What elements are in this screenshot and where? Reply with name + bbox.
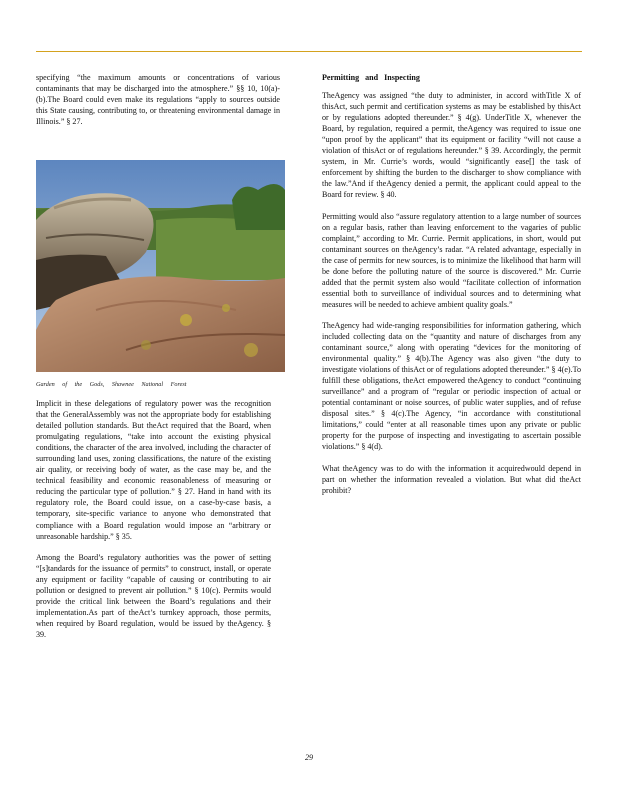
garden-of-the-gods-photo: [36, 160, 285, 372]
right-column: [322, 72, 581, 506]
page-number: 29: [305, 753, 313, 762]
paragraph: specifying “the maximum amounts or concentrations of various contaminants that may be discharged into the atmosphere.” §§ 10, 10(a)-(b).The Board could even make its regulations “apply to sources outside this State causing, contributing to, or threatening environmental damage in Illinois.” § 27.: [36, 73, 280, 127]
paragraph: TheAgency was assigned “the duty to administer, in accord withTitle X of thisAct, such permit and certification systems as may be established by thisAct or by regulations adopted thereunder.” § 4(g). UnderTitle X, whenever the Board, by regulation, required a permit, theAgency was required to issue one “upon proof by the applicant” that its equipment or facility “will not cause a violation of thisAct or of regulations hereunder.” § 39. Accordingly, the permit system, in Mr. Currie’s words, would “significantly ease[] the task of enforcement by shifting the burden to the discharger to show compliance with the law.”And if theAgency denied a permit, the applicant could appeal to the Board for review. § 40.: [322, 91, 581, 200]
section-heading: Permitting and Inspecting: [322, 73, 420, 82]
paragraph: Among the Board’s regulatory authorities was the power of setting “[s]tandards for the issuance of permits” to construct, install, or operate any equipment or facility “capable of causing or contributing to air pollution or designed to prevent air pollution.” § 10(c). Permits would provide the critical link between the Board’s regulations and their implementation.As part of theAct’s turnkey approach, those permits, when required by Board regulation, would be issued by theAgency. § 39.: [36, 552, 271, 639]
paragraph: What theAgency was to do with the information it acquiredwould depend in part on whether the information revealed a violation. But what did theAct prohibit?: [322, 463, 581, 495]
paragraph: Permitting would also “assure regulatory attention to a large number of sources on a regular basis, rather than leaving enforcement to the vagaries of public complaint,” according to Mr. Currie. Permit applications, in short, would put contaminant sources on theAgency’s radar. “A related advantage, especially in the case of permits for new sources, is to minimize the likelihood that harm will be done before the polluting nature of the source is discovered.” Mr. Currie added that the permit system also would “facilitate collection of information essential both to surveillance of individual sources and to determining what measures will be needed to achieve ambient quality goals.”: [322, 211, 581, 309]
paragraph: Implicit in these delegations of regulatory power was the recognition that the GeneralAssembly was not the appropriate body for establishing detailed pollution standards. But theAct required that the Board, when promulgating regulations, “take into account the existing physical conditions, the character of the area involved, including the character of surrounding land uses, zoning classifications, the nature of the existing air quality, or receiving body of water, as the case may be, and the technical feasibility and economic reasonableness of measuring or reducing the particular type of pollution.” § 27. Hand in hand with its regulatory role, the Board could issue, on a case-by-case basis, a temporary, site-specific variance to anyone who demonstrated that compliance with a Board regulation would impose an “arbitrary or unreasonable hardship.” § 35.: [36, 399, 271, 541]
left-column-bottom: [36, 398, 271, 650]
photo-caption: Garden of the Gods, Shawnee National Forest: [36, 381, 187, 388]
paragraph: TheAgency had wide-ranging responsibilities for information gathering, which included collecting data on the “quantity and nature of discharges from any contaminant source,” along with operating “devices for the monitoring of environmental quality.” § 4(b).The Agency was also given “the duty to investigate violations of thisAct or of regulations adopted thereunder.” § 4(e).To fulfill these obligations, theAct empowered theAgency to conduct “continuing surveillance” and a program of “regular or periodic inspection of actual or potential contaminant or noise sources, of public water supplies, and of refuse disposal sites.” § 4(c).The Agency, “in accordance with constitutional limitations,” could “enter at all reasonable times upon any private or public property for the purpose of inspecting and investigating to ascertain possible violations.” § 4(d).: [322, 320, 581, 452]
left-column-top: [36, 72, 280, 137]
header-rule: [36, 51, 582, 52]
